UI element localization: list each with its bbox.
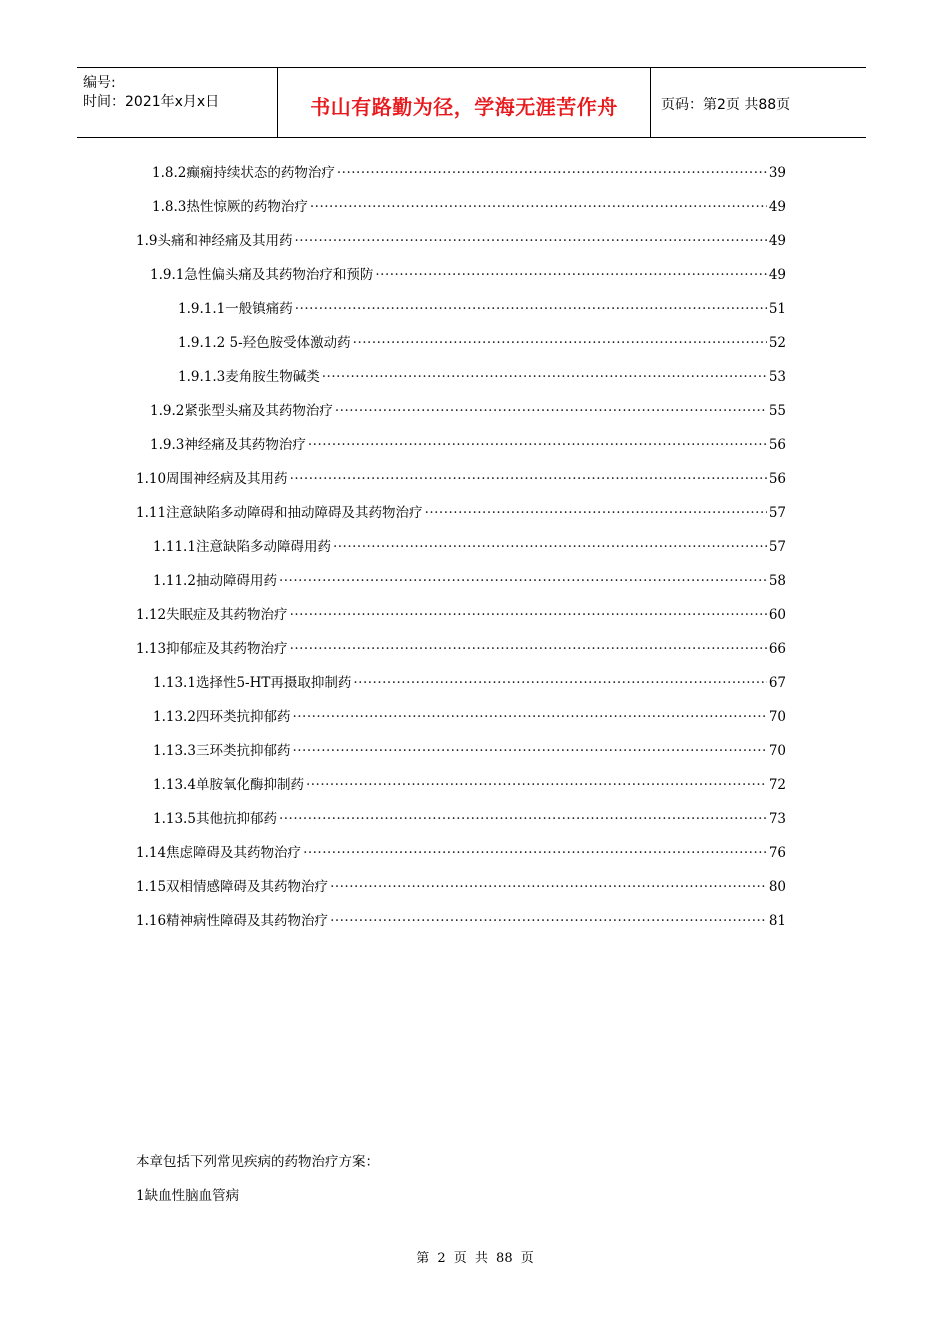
toc-entry-page: 57 (768, 505, 786, 521)
toc-entry-page: 52 (768, 335, 786, 351)
toc-entry-title: 1.8.3热性惊厥的药物治疗 (152, 199, 308, 215)
toc-leader-dots (425, 505, 767, 521)
toc-leader-dots (322, 369, 767, 385)
header-page-info: 页码：第2页 共88页 (661, 97, 791, 113)
toc-entry-page: 49 (768, 267, 786, 283)
toc-entry-page: 53 (768, 369, 786, 385)
toc-leader-dots (308, 437, 767, 453)
toc-entry-page: 76 (768, 845, 786, 861)
toc-leader-dots (353, 335, 767, 351)
toc-entry-title: 1.13.4单胺氧化酶抑制药 (153, 777, 304, 793)
toc-leader-dots (290, 607, 767, 623)
header-motto: 书山有路勤为径，学海无涯苦作舟 (310, 95, 618, 119)
toc-entry-title: 1.8.2癫痫持续状态的药物治疗 (152, 165, 335, 181)
page-header (77, 67, 866, 138)
header-motto-cell (278, 68, 651, 137)
toc-entry-page: 51 (768, 301, 786, 317)
toc-leader-dots (375, 267, 766, 283)
toc-entry[interactable] (153, 773, 786, 795)
toc-entry-page: 58 (768, 573, 786, 589)
toc-leader-dots (353, 675, 766, 691)
toc-leader-dots (333, 539, 767, 555)
toc-leader-dots (290, 641, 767, 657)
toc-entry-page: 49 (768, 233, 786, 249)
toc-entry-page: 56 (768, 471, 786, 487)
toc-entry-title: 1.9.2紧张型头痛及其药物治疗 (150, 403, 333, 419)
toc-entry[interactable] (153, 535, 786, 557)
toc-leader-dots (306, 777, 767, 793)
toc-entry-page: 70 (768, 743, 786, 759)
toc-entry[interactable] (152, 161, 786, 183)
toc-entry[interactable] (153, 705, 786, 727)
page-footer: 第 2 页 共 88 页 (416, 1251, 534, 1266)
chapter-item-text: 1缺血性脑血管病 (136, 1188, 240, 1204)
toc-entry-page: 81 (768, 913, 786, 929)
document-time-label: 时间：2021年x月x日 (83, 94, 220, 110)
toc-entry-title: 1.13抑郁症及其药物治疗 (136, 641, 288, 657)
toc-entry[interactable] (136, 229, 786, 251)
toc-entry[interactable] (136, 467, 786, 489)
toc-entry[interactable] (153, 807, 786, 829)
toc-leader-dots (279, 573, 767, 589)
header-meta-cell (77, 68, 278, 137)
toc-entry-title: 1.9头痛和神经痛及其用药 (136, 233, 293, 249)
toc-leader-dots (294, 233, 766, 249)
toc-entry-title: 1.9.1.3麦角胺生物碱类 (178, 369, 320, 385)
toc-entry-title: 1.13.1选择性5-HT再摄取抑制药 (153, 675, 352, 691)
chapter-intro-text: 本章包括下列常见疾病的药物治疗方案： (136, 1154, 379, 1170)
toc-entry-page: 66 (768, 641, 786, 657)
toc-entry-page: 73 (768, 811, 786, 827)
toc-entry[interactable] (136, 603, 786, 625)
toc-entry[interactable] (178, 297, 786, 319)
toc-entry-title: 1.11注意缺陷多动障碍和抽动障碍及其药物治疗 (136, 505, 423, 521)
toc-entry-page: 55 (768, 403, 786, 419)
toc-entry-title: 1.13.2四环类抗抑郁药 (153, 709, 291, 725)
toc-entry[interactable] (136, 875, 786, 897)
toc-entry[interactable] (178, 331, 786, 353)
toc-entry-page: 67 (768, 675, 786, 691)
toc-entry-title: 1.9.1.2 5-羟色胺受体激动药 (178, 335, 351, 351)
toc-entry[interactable] (152, 195, 786, 217)
toc-entry-title: 1.14焦虑障碍及其药物治疗 (136, 845, 302, 861)
toc-entry-title: 1.10周围神经病及其用药 (136, 471, 288, 487)
toc-leader-dots (335, 403, 767, 419)
toc-leader-dots (290, 471, 767, 487)
toc-leader-dots (330, 913, 767, 929)
toc-entry[interactable] (136, 501, 786, 523)
toc-leader-dots (337, 165, 767, 181)
toc-leader-dots (330, 879, 767, 895)
toc-entry[interactable] (153, 569, 786, 591)
toc-entry-title: 1.15双相情感障碍及其药物治疗 (136, 879, 329, 895)
toc-entry-page: 39 (768, 165, 786, 181)
toc-entry-page: 56 (768, 437, 786, 453)
toc-entry-title: 1.9.3神经痛及其药物治疗 (150, 437, 306, 453)
toc-entry-page: 57 (768, 539, 786, 555)
toc-leader-dots (279, 811, 767, 827)
toc-entry[interactable] (150, 399, 786, 421)
toc-entry-page: 70 (768, 709, 786, 725)
toc-entry[interactable] (136, 909, 786, 931)
toc-entry-title: 1.16精神病性障碍及其药物治疗 (136, 913, 329, 929)
toc-entry-title: 1.9.1急性偏头痛及其药物治疗和预防 (150, 267, 374, 283)
toc-leader-dots (303, 845, 767, 861)
toc-entry-title: 1.11.2抽动障碍用药 (153, 573, 277, 589)
toc-entry-title: 1.9.1.1一般镇痛药 (178, 301, 293, 317)
toc-entry-page: 80 (768, 879, 786, 895)
toc-entry[interactable] (178, 365, 786, 387)
toc-entry-page: 60 (768, 607, 786, 623)
toc-entry[interactable] (150, 263, 786, 285)
document-number-label: 编号: (83, 75, 116, 91)
toc-leader-dots (310, 199, 767, 215)
toc-leader-dots (295, 301, 767, 317)
toc-entry[interactable] (153, 739, 786, 761)
toc-entry-page: 49 (768, 199, 786, 215)
toc-entry[interactable] (153, 671, 786, 693)
toc-entry-title: 1.12失眠症及其药物治疗 (136, 607, 288, 623)
toc-entry-page: 72 (768, 777, 786, 793)
toc-entry[interactable] (136, 841, 786, 863)
toc-entry-title: 1.13.5其他抗抑郁药 (153, 811, 277, 827)
toc-entry-title: 1.11.1注意缺陷多动障碍用药 (153, 539, 331, 555)
toc-entry-title: 1.13.3三环类抗抑郁药 (153, 743, 291, 759)
toc-leader-dots (292, 709, 766, 725)
toc-entry[interactable] (136, 637, 786, 659)
header-page-cell (651, 68, 866, 137)
toc-leader-dots (292, 743, 766, 759)
toc-entry[interactable] (150, 433, 786, 455)
